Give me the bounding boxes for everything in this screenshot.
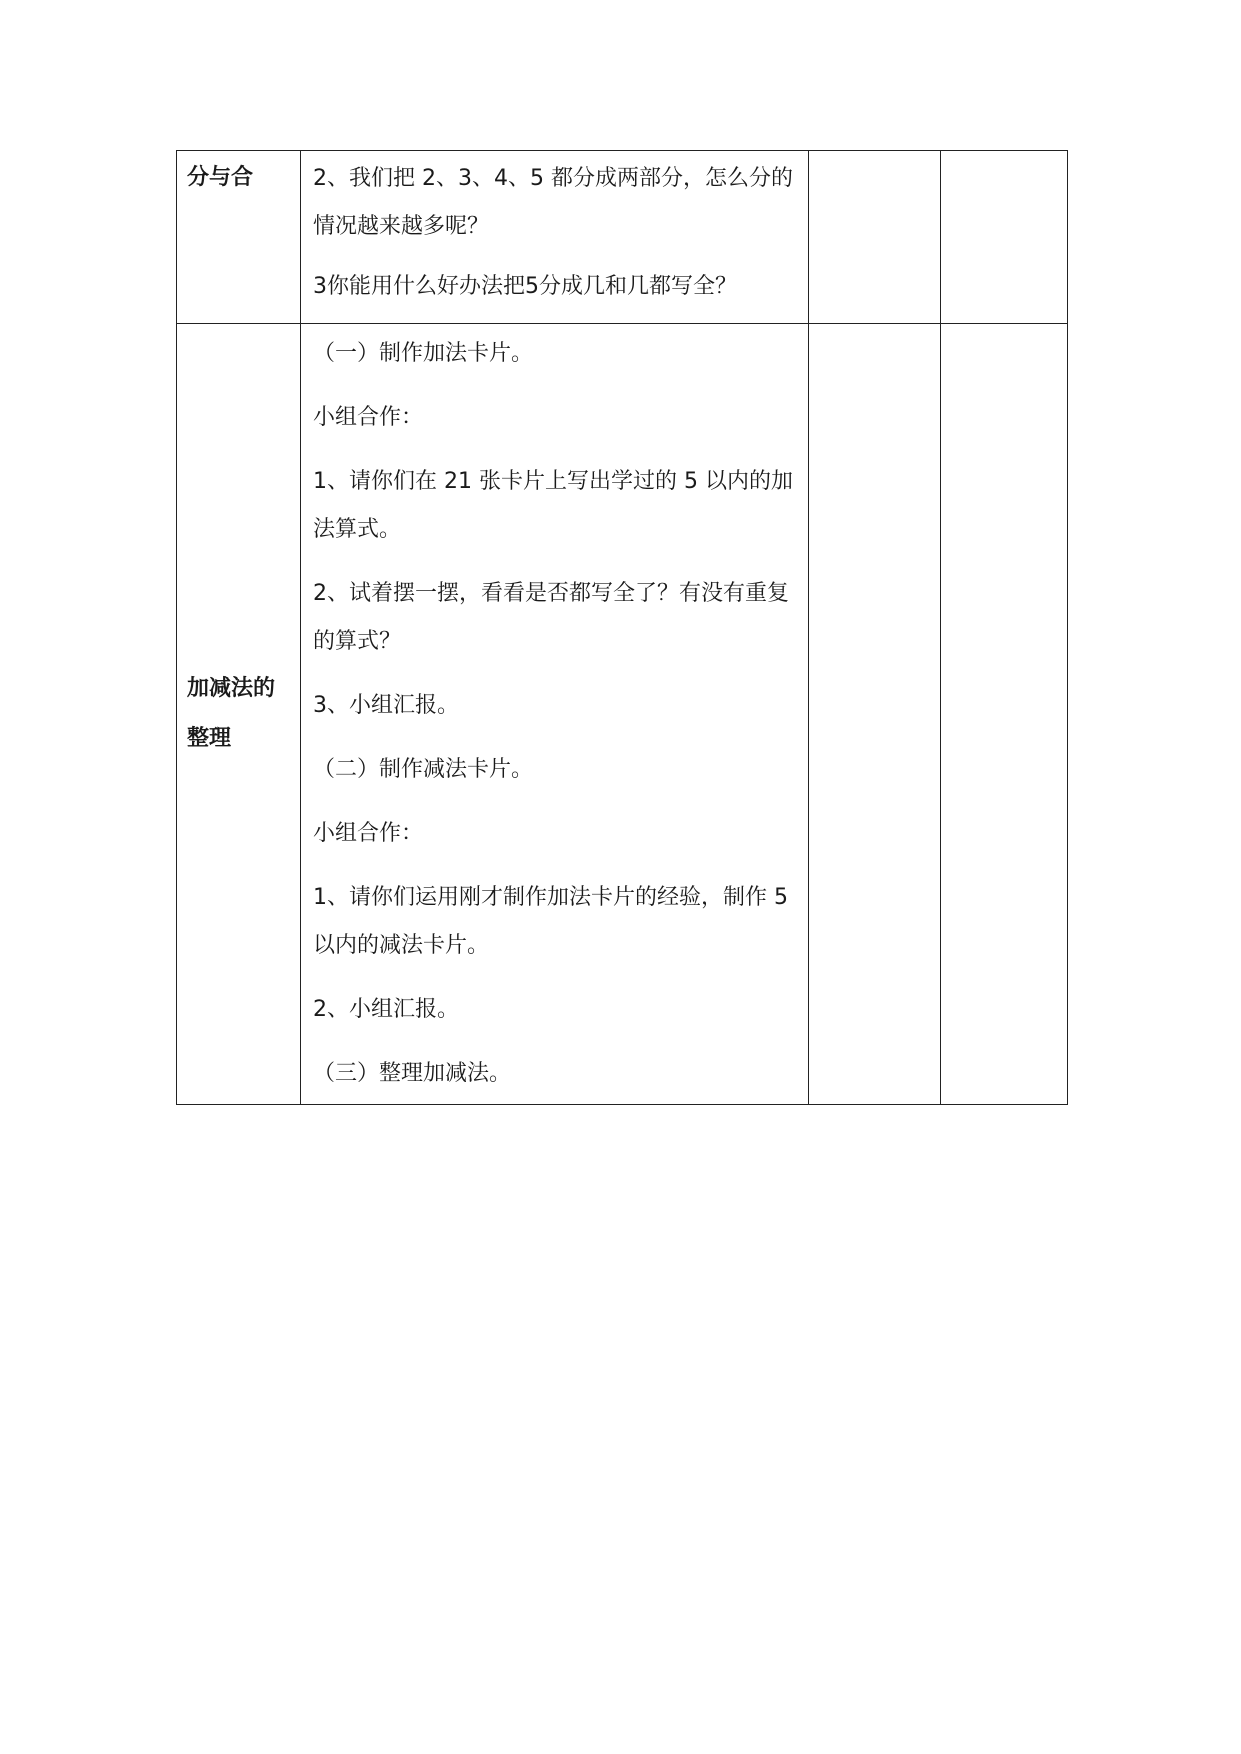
topic-cell — [177, 151, 301, 324]
content-paragraph: 3、小组汇报。 — [313, 693, 459, 718]
content-cell — [301, 151, 809, 324]
topic-label — [177, 664, 300, 764]
topic-label: 分与合 — [187, 165, 254, 190]
topic-label-line: 加减法的 — [187, 676, 276, 701]
blank-cell — [941, 151, 1068, 324]
content-paragraph: 1、请你们在 21 张卡片上写出学过的 5 以内的加法算式。 — [313, 469, 793, 542]
content-paragraph: （二）制作减法卡片。 — [313, 757, 534, 782]
content-paragraph: （一）制作加法卡片。 — [313, 341, 534, 366]
content-paragraph: 2、试着摆一摆，看看是否都写全了？有没有重复的算式？ — [313, 581, 789, 654]
table-row — [177, 324, 1068, 1105]
content-paragraph: （三）整理加减法。 — [313, 1061, 512, 1086]
lesson-plan-table — [176, 150, 1068, 1105]
blank-cell — [809, 151, 941, 324]
topic-cell — [177, 324, 301, 1105]
topic-label-line: 整理 — [187, 726, 232, 751]
blank-cell — [941, 324, 1068, 1105]
content-paragraph: 小组合作： — [313, 405, 424, 430]
blank-cell — [809, 324, 941, 1105]
content-paragraph: 小组合作： — [313, 821, 424, 846]
content-paragraph: 1、请你们运用刚才制作加法卡片的经验，制作 5 以内的减法卡片。 — [313, 885, 788, 958]
content-paragraph: 2、我们把 2、3、4、5 都分成两部分，怎么分的情况越来越多呢？ — [313, 166, 793, 239]
content-paragraph: 2、小组汇报。 — [313, 997, 459, 1022]
table-row — [177, 151, 1068, 324]
content-paragraph: 3你能用什么好办法把5分成几和几都写全？ — [313, 274, 737, 299]
content-cell — [301, 324, 809, 1105]
